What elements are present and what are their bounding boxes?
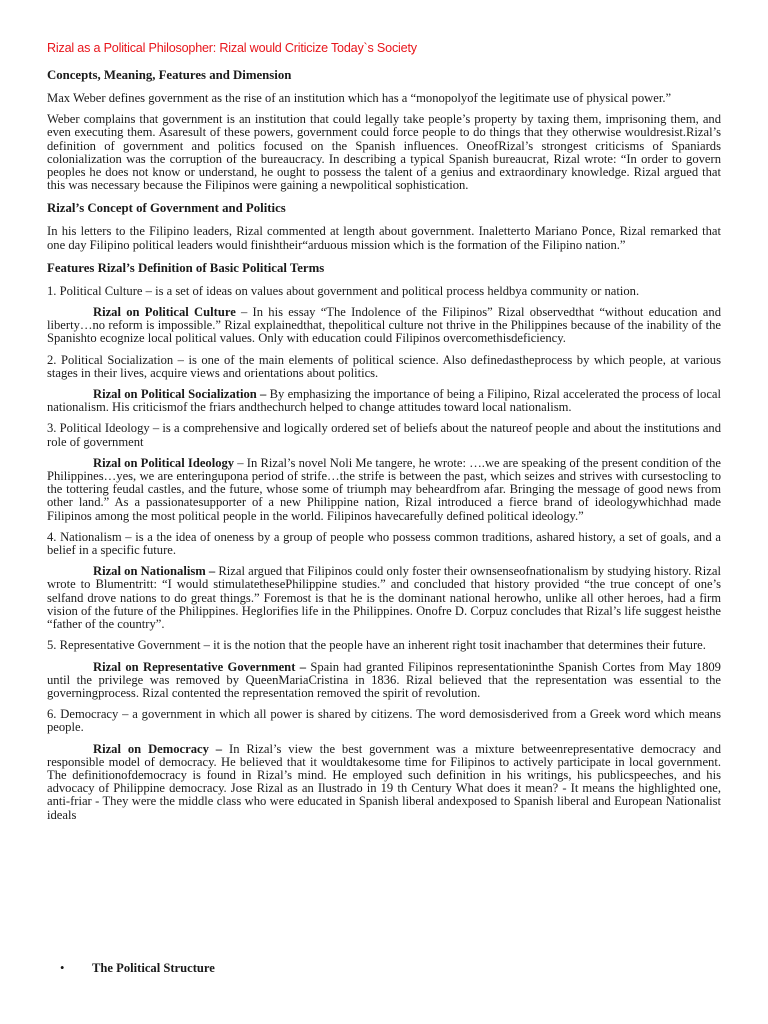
rizal-on-democracy: [47, 743, 721, 822]
section-heading-government-politics: Rizal’s Concept of Government and Politics: [47, 201, 286, 216]
bullet-icon: •: [60, 961, 65, 975]
bullet-political-structure: [60, 961, 215, 976]
label-representative-government: Rizal on Representative Government –: [93, 659, 307, 674]
label-nationalism: Rizal on Nationalism –: [93, 564, 216, 579]
label-democracy: Rizal on Democracy –: [93, 741, 223, 756]
term-political-socialization: 2. Political Socialization – is one of the main elements of political science. Also definedastheprocess by which people, at various stages in their lives, acquire views and orientations about politics.: [47, 352, 721, 380]
text-political-culture: – In his essay “The Indolence of the Filipinos” Rizal observedthat “without education and liberty…no reform is impossible.” Rizal explainedthat, thepolitical culture not thrive in the Philippines because of the inability of the Spanishto ecognize local political values. Only with education could Filipinos overcomethisdeficiency.: [47, 305, 721, 346]
text-political-socialization: By emphasizing the importance of being a Filipino, Rizal accelerated the process of local nationalism. His criticismof the friars andthechurch helped to change attitudes toward local nationalism.: [47, 387, 721, 415]
document-title: Rizal as a Political Philosopher: Rizal would Criticize Today`s Society: [47, 41, 417, 55]
document-page: [47, 40, 721, 830]
bullet-label: The Political Structure: [92, 961, 215, 975]
section-heading-political-terms: Features Rizal’s Definition of Basic Political Terms: [47, 260, 325, 275]
paragraph-letters: In his letters to the Filipino leaders, Rizal commented at length about government. Inaletterto Mariano Ponce, Rizal remarked that one day Filipino political leaders would finishtheir“arduous mission which is the formation of the Filipino nation.”: [47, 224, 721, 252]
label-political-culture: Rizal on Political Culture: [93, 305, 236, 320]
rizal-on-political-ideology: [47, 457, 721, 523]
rizal-on-nationalism: [47, 565, 721, 631]
term-political-ideology: 3. Political Ideology – is a comprehensive and logically ordered set of beliefs about the natureof people and about the institutions and role of government: [47, 421, 721, 449]
text-representative-government: Spain had granted Filipinos representationinthe Spanish Cortes from May 1809 until the privilege was removed by QueenMariaCristina in 1836. Rizal believed that the representation was essential to the governingprocess. Rizal contented the representation removed the spirit of revolution.: [47, 659, 721, 700]
text-political-ideology: – In Rizal’s novel Noli Me tangere, he wrote: ….we are speaking of the present condition of the Philippines…yes, we are enteringupona period of strife…the strife is between the past, which seizes and strives with cursestocling to the tottering feudal castles, and the future, whose some of triumph may beheardfrom afar. Bringing the message of good news from other land.” As a passionatesupporter of a new Philippine nation, Rizal introduced a fierce brand of ideologywhichhad made Filipinos among the most political people in the world. Filipinos havecarefully defined political ideology.”: [47, 455, 721, 523]
paragraph-weber-definition: Max Weber defines government as the rise of an institution which has a “monopolyof the legitimate use of physical power.”: [47, 91, 672, 105]
rizal-on-political-culture: [47, 306, 721, 346]
term-political-culture: 1. Political Culture – is a set of ideas on values about government and political process heldbya community or nation.: [47, 283, 640, 298]
rizal-on-political-socialization: [47, 388, 721, 414]
rizal-on-representative-government: [47, 661, 721, 701]
text-democracy: In Rizal’s view the best government was a mixture betweenrepresentative democracy and responsible model of democracy. He believed that it wouldtakesome time for Filipinos to actively participate in local government. The definitionofdemocracy is found in Rizal’s mind. He employed such definition in his writings, his publicspeeches, and his advocacy of Philippine democracy. Jose Rizal as an Ilustrado in 19 th Century What does it mean? - It means the highlighted one, anti-friar - They were the middle class who were educated in Spanish liberal andexposed to Spanish liberal and European Nationalist ideals: [47, 741, 722, 822]
text-nationalism: Rizal argued that Filipinos could only foster their ownsenseofnationalism by studying history. Rizal wrote to Blumentritt: “I would stimulatethesePhilippine studies.” and concluded that history provided “the true concept of one’s selfand drove nations to do great things.” Foremost is that he is the dominant national herowho, unlike all other heroes, had a firm vision of the future of the Philippines. Heglorifies life in the Philippines. Onofre D. Corpuz concludes that Rizal’s life suggest heisthe “father of the country”.: [47, 564, 721, 632]
term-democracy: 6. Democracy – a government in which all power is shared by citizens. The word demosisderived from a Greek word which means people.: [47, 707, 721, 735]
label-political-socialization: Rizal on Political Socialization –: [93, 387, 267, 402]
section-heading-concepts: Concepts, Meaning, Features and Dimension: [47, 68, 292, 82]
term-nationalism: 4. Nationalism – is a the idea of oneness by a group of people who possess common traditions, ashared history, a set of goals, and a belief in a specific future.: [47, 529, 721, 558]
label-political-ideology: Rizal on Political Ideology: [93, 455, 235, 470]
paragraph-weber-complaint: Weber complains that government is an institution that could legally take people’s property by taxing them, imprisoning them, and even executing them. Asaresult of these powers, government could force people to do things that they otherwise wouldresist.Rizal’s definition of government and politics focused on the Spanish influences. OneofRizal’s strongest criticisms of Spaniards colonialization was the corruption of the bureaucracy. In describing a typical Spanish bureaucrat, Rizal wrote: “In order to govern peoples he does not know or understand, he ought to possess the talent of a genius and extraordinary knowledge. Rizal argued that this was necessary because the Filipinos were gaining a newpolitical sophistication.: [47, 112, 721, 193]
term-representative-government: 5. Representative Government – it is the notion that the people have an inherent right tosit inachamber that determines their future.: [47, 638, 706, 653]
